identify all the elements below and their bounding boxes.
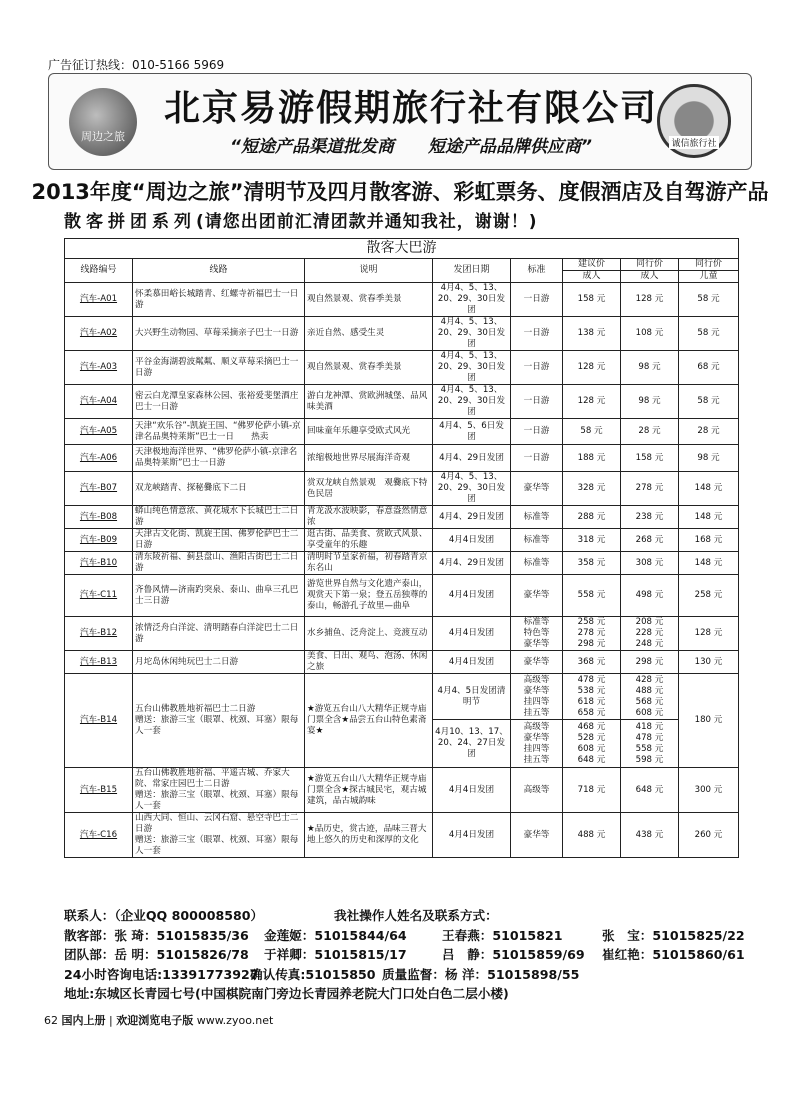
- cell-peer: 108 元: [621, 317, 679, 351]
- cell-date: 4月10、13、17、20、24、27日发团: [433, 720, 511, 768]
- cell-child: 180 元: [679, 674, 739, 768]
- cell-code: 汽车-B09: [65, 529, 133, 552]
- cell-peer: 298 元: [621, 651, 679, 674]
- cell-route: 密云白龙潭皇家森林公园、张裕爱斐堡酒庄巴士一日游: [133, 385, 305, 419]
- table-caption: 散客大巴游: [65, 239, 739, 259]
- cell-suggest: 318 元: [563, 529, 621, 552]
- table-row: [65, 506, 739, 529]
- cell-code: 汽车-B13: [65, 651, 133, 674]
- table-row: [65, 768, 739, 813]
- cell-date: 4月4日发团: [433, 651, 511, 674]
- cell-date: 4月4日发团: [433, 768, 511, 813]
- cell-std: 一日游: [511, 351, 563, 385]
- cell-std: 标准等: [511, 506, 563, 529]
- cell-std: 一日游: [511, 419, 563, 445]
- cell-child: 300 元: [679, 768, 739, 813]
- cell-peer: 308 元: [621, 552, 679, 575]
- cell-peer: 158 元: [621, 445, 679, 472]
- cell-code: 汽车-A04: [65, 385, 133, 419]
- cell-route: 天津“欢乐谷”-凯旋王国、“佛罗伦萨小镇-京津名品奥特莱斯”巴士一日 热卖: [133, 419, 305, 445]
- cell-std: 标准等: [511, 552, 563, 575]
- cell-route: 清东陵祈福、蓟县盘山、渔阳古街巴士二日游: [133, 552, 305, 575]
- cell-date: 4月4日发团: [433, 813, 511, 858]
- table-row: [65, 617, 739, 651]
- cell-peer: 648 元: [621, 768, 679, 813]
- cell-suggest: 558 元: [563, 575, 621, 617]
- cell-code: 汽车-B14: [65, 674, 133, 768]
- cell-std: 豪华等: [511, 813, 563, 858]
- contact-qq: 联系人：（企业QQ 800008580）: [64, 908, 264, 923]
- cell-suggest: 488 元: [563, 813, 621, 858]
- header-adult2: 成人: [621, 271, 679, 283]
- contact-r2b: 金莲姬：51015844/64: [264, 927, 407, 943]
- table-row: [65, 445, 739, 472]
- cell-suggest: 718 元: [563, 768, 621, 813]
- cell-desc: 浓缩极地世界尽展海洋奇观: [305, 445, 433, 472]
- table-body: [65, 283, 739, 858]
- cell-std: 一日游: [511, 385, 563, 419]
- cell-child: 58 元: [679, 283, 739, 317]
- header-desc: 说明: [305, 259, 433, 283]
- header-std: 标准: [511, 259, 563, 283]
- header-suggest: 建议价: [563, 259, 621, 271]
- company-header: [48, 73, 752, 170]
- cell-peer: 98 元: [621, 351, 679, 385]
- cell-peer: 428 元 488 元 568 元 608 元: [621, 674, 679, 720]
- contact-r2a: 散客部：张 琦：51015835/36: [64, 927, 249, 943]
- logo-left-text: 周边之旅: [81, 130, 125, 143]
- cell-suggest: 128 元: [563, 351, 621, 385]
- footer-section: 国内上册: [61, 1014, 106, 1027]
- brand-logo-icon: [69, 88, 137, 156]
- cell-peer: 98 元: [621, 385, 679, 419]
- cell-code: 汽车-B07: [65, 472, 133, 506]
- cell-peer: 498 元: [621, 575, 679, 617]
- cell-route: 五台山佛教胜地祈福、平遥古城、乔家大院、常家庄园巴士二日游 赠送：旅游三宝（眼罩、枕颈、耳塞）限每人一套: [133, 768, 305, 813]
- cell-child: 28 元: [679, 419, 739, 445]
- cell-date: 4月4、5、13、20、29、30日发团: [433, 351, 511, 385]
- table-row: [65, 529, 739, 552]
- cell-desc: 赏双龙峡自然景观 观爨底下特色民居: [305, 472, 433, 506]
- cell-std: 高级等 豪华等 挂四等 挂五等: [511, 674, 563, 720]
- cell-peer: 268 元: [621, 529, 679, 552]
- cell-std: 标准等 特色等 豪华等: [511, 617, 563, 651]
- cell-route: 怀柔慕田峪长城踏青、红螺寺祈福巴士一日游: [133, 283, 305, 317]
- cell-route: 蟒山纯色情意浓、黄花城水下长城巴士二日游: [133, 506, 305, 529]
- cell-child: 130 元: [679, 651, 739, 674]
- cell-code: 汽车-B15: [65, 768, 133, 813]
- table-row: [65, 283, 739, 317]
- cell-suggest: 138 元: [563, 317, 621, 351]
- cell-child: 260 元: [679, 813, 739, 858]
- cell-suggest: 128 元: [563, 385, 621, 419]
- table-header-row: [65, 259, 739, 271]
- cell-route: 大兴野生动物园、草莓采摘亲子巴士一日游: [133, 317, 305, 351]
- cell-std: 标准等: [511, 529, 563, 552]
- cell-desc: 青龙汲水波映影，春意盎然情意浓: [305, 506, 433, 529]
- company-name: 北京易游假期旅行社有限公司: [163, 88, 658, 129]
- cell-code: 汽车-B08: [65, 506, 133, 529]
- ad-hotline: 广告征订热线：010-5166 5969: [48, 58, 225, 72]
- cell-peer: 418 元 478 元 558 元 598 元: [621, 720, 679, 768]
- cell-route: 天津极地海洋世界、“佛罗伦萨小镇-京津名品奥特莱斯”巴士一日游: [133, 445, 305, 472]
- contact-r2d: 张 宝：51015825/22: [602, 927, 745, 943]
- table-row: [65, 472, 739, 506]
- cell-std: 豪华等: [511, 651, 563, 674]
- header-child: 儿童: [679, 271, 739, 283]
- cell-suggest: 158 元: [563, 283, 621, 317]
- cell-suggest: 328 元: [563, 472, 621, 506]
- cell-date: 4月4、5、13、20、29、30日发团: [433, 283, 511, 317]
- cell-peer: 238 元: [621, 506, 679, 529]
- cell-date: 4月4、5、13、20、29、30日发团: [433, 472, 511, 506]
- cell-desc: ★游览五台山八大精华正规寺庙门票全含★品尝五台山特色素斋宴★: [305, 674, 433, 768]
- header-peer-child: 同行价: [679, 259, 739, 271]
- contact-address: 地址:东城区长青园七号(中国棋院南门旁边长青园养老院大门口处白色二层小楼): [64, 986, 509, 1001]
- cell-date: 4月4、5、13、20、29、30日发团: [433, 317, 511, 351]
- contact-r3b: 于祥卿：51015815/17: [264, 947, 407, 962]
- cell-desc: 回味童年乐趣享受欧式风光: [305, 419, 433, 445]
- header-code: 线路编号: [65, 259, 133, 283]
- cell-code: 汽车-C16: [65, 813, 133, 858]
- cell-date: 4月4日发团: [433, 529, 511, 552]
- cell-desc: 清明时节皇家祈福，初春踏青京东名山: [305, 552, 433, 575]
- cell-date: 4月4、29日发团: [433, 552, 511, 575]
- cell-peer: 278 元: [621, 472, 679, 506]
- contact-r3a: 团队部：岳 明：51015826/78: [64, 947, 249, 962]
- cell-code: 汽车-A02: [65, 317, 133, 351]
- cell-desc: 游览世界自然与文化遗产泰山，观赏天下第一泉；登五岳独尊的泰山，畅游孔子故里—曲阜: [305, 575, 433, 617]
- cell-date: 4月4、29日发团: [433, 506, 511, 529]
- cell-code: 汽车-A06: [65, 445, 133, 472]
- contact-block: [64, 906, 754, 1004]
- cell-peer: 208 元 228 元 248 元: [621, 617, 679, 651]
- cell-std: 豪华等: [511, 472, 563, 506]
- cell-date: 4月4、5日发团清明节: [433, 674, 511, 720]
- cell-std: 高级等 豪华等 挂四等 挂五等: [511, 720, 563, 768]
- sub-title-a: 散客拼团系列: [64, 212, 196, 232]
- cell-suggest: 58 元: [563, 419, 621, 445]
- cell-std: 一日游: [511, 283, 563, 317]
- contact-quality: 质量监督：杨 洋：51015898/55: [382, 966, 580, 982]
- cell-date: 4月4、29日发团: [433, 445, 511, 472]
- table-row: [65, 351, 739, 385]
- cell-std: 豪华等: [511, 575, 563, 617]
- contact-24h-phone: 24小时咨询电话:13391773927: [64, 966, 259, 982]
- cell-peer: 128 元: [621, 283, 679, 317]
- cell-std: 一日游: [511, 445, 563, 472]
- contact-r3c: 吕 静：51015859/69: [442, 947, 585, 962]
- table-row: [65, 385, 739, 419]
- contact-fax: 确认传真:51015850: [250, 966, 376, 982]
- cell-suggest: 468 元 528 元 608 元 648 元: [563, 720, 621, 768]
- cell-suggest: 358 元: [563, 552, 621, 575]
- footer-url[interactable]: www.zyoo.net: [196, 1014, 274, 1027]
- table-row: [65, 552, 739, 575]
- cell-suggest: 258 元 278 元 298 元: [563, 617, 621, 651]
- cell-date: 4月4日发团: [433, 575, 511, 617]
- cell-suggest: 288 元: [563, 506, 621, 529]
- cell-desc: 观自然景观、赏春季美景: [305, 283, 433, 317]
- cell-desc: 亲近自然、感受生灵: [305, 317, 433, 351]
- sub-title: [64, 207, 538, 232]
- cell-std: 高级等: [511, 768, 563, 813]
- header-date: 发团日期: [433, 259, 511, 283]
- page-footer: 62 国内上册 | 欢迎浏览电子版 www.zyoo.net: [44, 1014, 274, 1027]
- cell-desc: 美食、日出、观鸟、泡汤、休闲之旅: [305, 651, 433, 674]
- table-row: [65, 651, 739, 674]
- cell-child: 168 元: [679, 529, 739, 552]
- cell-code: 汽车-B10: [65, 552, 133, 575]
- cell-peer: 438 元: [621, 813, 679, 858]
- cell-child: 58 元: [679, 385, 739, 419]
- cell-date: 4月4日发团: [433, 617, 511, 651]
- header-route: 线路: [133, 259, 305, 283]
- cell-peer: 28 元: [621, 419, 679, 445]
- table-row: [65, 813, 739, 858]
- cell-date: 4月4、5、6日发团: [433, 419, 511, 445]
- table-row: [65, 317, 739, 351]
- contact-operators-label: 我社操作人姓名及联系方式：: [334, 908, 498, 923]
- cell-desc: ★品历史，赏古迹，品味三晋大地上悠久的历史和深厚的文化: [305, 813, 433, 858]
- cell-child: 148 元: [679, 552, 739, 575]
- main-title: 2013年度“周边之旅”清明节及四月散客游、彩虹票务、度假酒店及自驾游产品: [31, 180, 769, 204]
- logo-right-text: 诚信旅行社: [669, 136, 718, 149]
- header-adult: 成人: [563, 271, 621, 283]
- cell-code: 汽车-A05: [65, 419, 133, 445]
- cell-route: 齐鲁风情—济南趵突泉、泰山、曲阜三孔巴士三日游: [133, 575, 305, 617]
- cell-route: 浓情泛舟白洋淀、清明踏春白洋淀巴士二日游: [133, 617, 305, 651]
- cell-desc: 逛古街、品美食、赏欧式风景、享受童年的乐趣: [305, 529, 433, 552]
- cell-desc: 游白龙神潭、赏欧洲城堡、品风味美酒: [305, 385, 433, 419]
- cell-child: 258 元: [679, 575, 739, 617]
- cell-child: 98 元: [679, 445, 739, 472]
- cell-route: 平谷金海湖碧波粼粼、顺义草莓采摘巴士一日游: [133, 351, 305, 385]
- tour-table-wrap: [64, 238, 738, 858]
- cell-child: 68 元: [679, 351, 739, 385]
- cell-suggest: 368 元: [563, 651, 621, 674]
- table-row: [65, 419, 739, 445]
- cell-suggest: 188 元: [563, 445, 621, 472]
- contact-r3d: 崔红艳：51015860/61: [602, 947, 745, 962]
- table-row: [65, 674, 739, 720]
- cell-desc: ★游览五台山八大精华正规寺庙门票全含★探古城民宅，观古城建筑，品古城韵味: [305, 768, 433, 813]
- cell-code: 汽车-B12: [65, 617, 133, 651]
- cell-suggest: 478 元 538 元 618 元 658 元: [563, 674, 621, 720]
- cell-std: 一日游: [511, 317, 563, 351]
- tour-table: [64, 238, 739, 858]
- cell-desc: 水乡捕鱼、泛舟淀上、竞渡互动: [305, 617, 433, 651]
- sub-title-b: (请您出团前汇清团款并通知我社，谢谢！): [196, 212, 538, 232]
- trust-seal-icon: [657, 84, 731, 158]
- contact-r2c: 王春燕：51015821: [442, 927, 563, 943]
- cell-code: 汽车-A03: [65, 351, 133, 385]
- cell-route: 五台山佛教胜地祈福巴士二日游 赠送：旅游三宝（眼罩、枕颈、耳塞）限每人一套: [133, 674, 305, 768]
- cell-child: 148 元: [679, 472, 739, 506]
- cell-route: 双龙峡踏青、探秘爨底下二日: [133, 472, 305, 506]
- cell-child: 128 元: [679, 617, 739, 651]
- cell-code: 汽车-C11: [65, 575, 133, 617]
- footer-text: 欢迎浏览电子版: [116, 1014, 194, 1027]
- cell-route: 山西大同、恒山、云冈石窟、悬空寺巴士二日游 赠送：旅游三宝（眼罩、枕颈、耳塞）限每人一套: [133, 813, 305, 858]
- cell-child: 148 元: [679, 506, 739, 529]
- header-peer: 同行价: [621, 259, 679, 271]
- cell-child: 58 元: [679, 317, 739, 351]
- cell-code: 汽车-A01: [65, 283, 133, 317]
- cell-route: 月坨岛休闲纯玩巴士二日游: [133, 651, 305, 674]
- cell-desc: 观自然景观、赏春季美景: [305, 351, 433, 385]
- table-row: [65, 575, 739, 617]
- cell-route: 天津古文化街、凯旋王国、佛罗伦萨巴士二日游: [133, 529, 305, 552]
- page-number: 62: [44, 1014, 58, 1027]
- company-slogan: “短途产品渠道批发商 短途产品品牌供应商”: [230, 137, 592, 157]
- cell-date: 4月4、5、13、20、29、30日发团: [433, 385, 511, 419]
